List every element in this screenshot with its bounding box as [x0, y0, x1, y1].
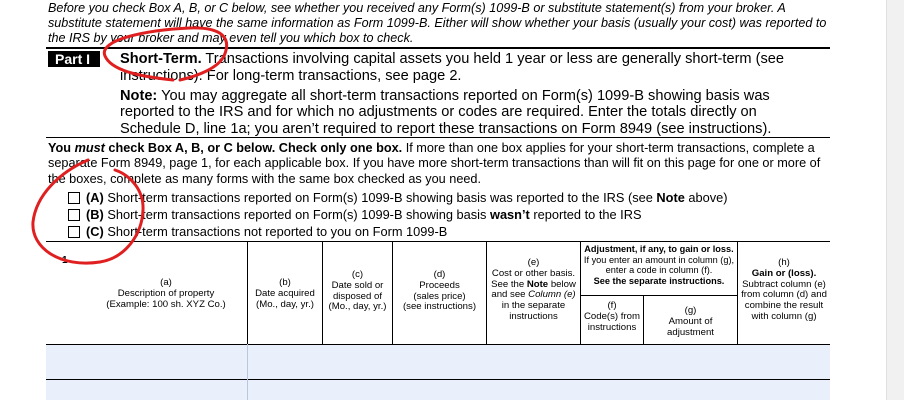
box-a-bold: Note — [656, 190, 685, 205]
col-c-letter: (c) — [351, 269, 364, 280]
col-e-l2a: See the — [491, 278, 525, 290]
col-g-line2: adjustment — [667, 326, 714, 338]
col-g-letter: (g) — [684, 305, 697, 316]
col-e-line1: Cost or other basis. — [491, 267, 576, 279]
red-bracket-annotation — [33, 160, 143, 263]
adj-title: Adjustment, if any, to gain or loss. — [584, 244, 734, 254]
col-g-line1: Amount of — [668, 315, 713, 327]
must-body: If more than one box applies for your short-term transactions, complete a separate Form 8949, page 1, for each applicable box. If you have more short-term transactions than will fit on this page for one or more of the boxes, complete as many forms with the same box checked as you need. — [48, 141, 821, 186]
col-c-line3: (Mo., day, yr.) — [328, 301, 387, 313]
col-f-line2: instructions — [587, 321, 637, 333]
box-b-letter: (B) — [86, 207, 104, 222]
col-h-letter: (h) — [778, 257, 790, 268]
vertical-scrollbar[interactable] — [886, 0, 904, 400]
part-label: Part I — [48, 51, 100, 67]
col-d-letter: (d) — [433, 269, 446, 280]
red-circle-annotation — [104, 28, 226, 80]
line-number: 1 — [62, 255, 68, 266]
col-h-title: Gain or (loss). — [751, 267, 817, 279]
col-d-line3: (see instructions) — [402, 301, 477, 313]
col-c-line1: Date sold or — [331, 279, 384, 291]
box-b-post: reported to the IRS — [533, 207, 642, 222]
col-a-line1: Description of property — [117, 287, 215, 299]
col-h-line3: combine the result — [744, 300, 824, 312]
col-e-l2c: below — [550, 278, 576, 290]
col-c-line2: disposed of — [332, 290, 383, 302]
must-lead-rest: check Box A, B, or C below. Check only one box. — [108, 141, 403, 155]
col-e-l2b: Note — [526, 278, 549, 290]
adj-line2: enter a code in column (f). — [605, 265, 713, 276]
part-title: Short-Term. — [120, 51, 202, 67]
col-a-line2: (Example: 100 sh. XYZ Co.) — [106, 298, 226, 310]
col-b-line2: (Mo., day, yr.) — [256, 298, 314, 310]
col-h-line2: from column (d) and — [741, 289, 827, 301]
box-c-letter: (C) — [86, 224, 104, 239]
col-b-letter: (b) — [279, 277, 291, 288]
must-lead-must: must — [74, 141, 105, 155]
box-b-bold: wasn’t — [489, 207, 530, 222]
col-h-line4: with column (g) — [751, 310, 817, 322]
box-c-text: Short-term transactions not reported to you on Form 1099-B — [107, 224, 448, 239]
col-a-letter: (a) — [160, 277, 172, 288]
col-e-line4: in the separate — [501, 300, 566, 312]
note-body: You may aggregate all short-term transactions reported on Form(s) 1099-B showing basis was reported to the IRS and for which no adjustments or codes are required. Enter the totals directly on Schedule D, line 1a; you aren’t required to report these transactions on Form 8949 (see instructions). — [120, 88, 772, 137]
col-e-line5: instructions — [509, 310, 558, 322]
adj-line1: If you enter an amount in column (g), — [583, 254, 735, 265]
box-a-letter: (A) — [86, 190, 104, 205]
col-e-l3b: Column (e) — [528, 289, 576, 301]
col-f-line1: Code(s) from — [584, 310, 640, 322]
col-d-line1: Proceeds — [419, 279, 460, 291]
box-a-post: above) — [688, 190, 728, 205]
col-e-l3a: and see — [491, 289, 526, 301]
col-b-line1: Date acquired — [255, 287, 315, 299]
col-h-line1: Subtract column (e) — [742, 278, 826, 290]
intro-paragraph: Before you check Box A, B, or C below, see whether you received any Form(s) 1099-B or substitute statement(s) from your broker. A substitute statement will have the same information as Form 1099-B. Either will show whether your basis (usually your cost) was reported to the IRS by your broker and may even tell you which box to check. — [48, 1, 827, 46]
adj-line3: See the separate instructions. — [593, 275, 725, 286]
col-e-letter: (e) — [527, 257, 540, 268]
must-lead-you: You — [48, 141, 72, 155]
box-b-text: Short-term transactions reported on Form(s) 1099-B showing basis — [107, 207, 487, 222]
box-a-text: Short-term transactions reported on Form(s) 1099-B showing basis was reported to the IRS (see — [107, 190, 653, 205]
part-description: Transactions involving capital assets you held 1 year or less are generally short-term (see instructions). For long-term transactions, see page 2. — [120, 51, 785, 84]
col-f-letter: (f) — [607, 300, 617, 311]
col-d-line2: (sales price) — [413, 290, 466, 302]
note-label: Note: — [120, 88, 158, 104]
